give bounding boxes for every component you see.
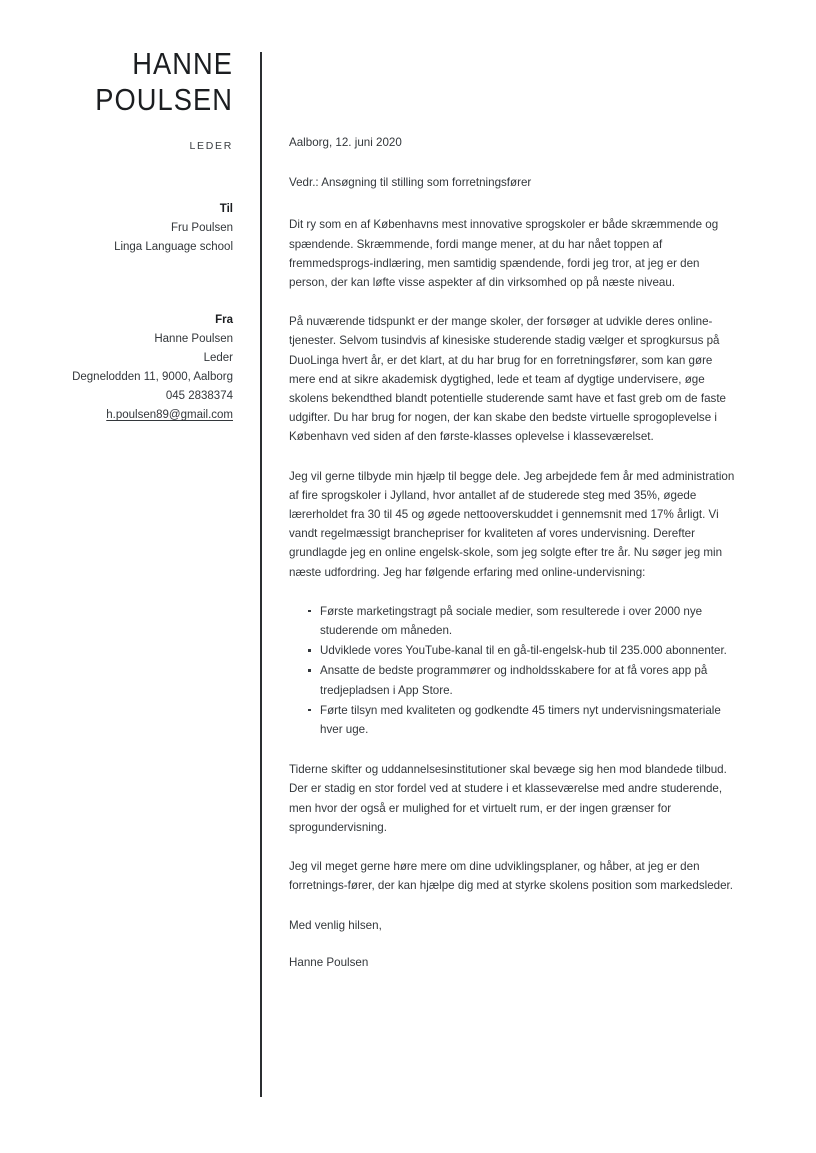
letter-closing: Med venlig hilsen,	[289, 918, 382, 932]
last-name: POULSEN	[95, 82, 233, 117]
recipient-heading: Til	[219, 203, 233, 215]
list-item: Udviklede vores YouTube-kanal til en gå-til-engelsk-hub til 235.000 abonnenter.	[289, 641, 741, 660]
letter-paragraph-1: Dit ry som en af Københavns mest innovative sprogskoler er både skræmmende og spændende. Skræmmende, fordi mange mener, at du har nået toppen af fremmedsprogs-indlæring, men samtidig spændende, fordi jeg tror, at jeg er den person, der kan løfte visse aspekter af din virksomhed op på næste niveau.	[289, 218, 719, 290]
letter-date: Aalborg, 12. juni 2020	[289, 136, 402, 149]
sidebar	[0, 0, 233, 425]
letter-signature: Hanne Poulsen	[289, 955, 369, 969]
sender-heading: Fra	[215, 314, 233, 326]
recipient-company: Linga Language school	[114, 241, 233, 253]
sender-block	[0, 311, 233, 425]
letter-paragraph-4: Tiderne skifter og uddannelsesinstitutioner skal bevæge sig hen mod blandede tilbud. Der er stadig en stor fordel ved at studere i et klasseværelse med andre studerende, men hvor der også er mulighed for et virtuelt rum, er der ingen grænser for sprogundervisning.	[289, 763, 727, 834]
recipient-block	[0, 200, 233, 257]
vertical-divider	[260, 52, 262, 1097]
letter-body	[289, 133, 741, 992]
letter-paragraph-3: Jeg vil gerne tilbyde min hjælp til begge dele. Jeg arbejdede fem år med administration af fire sprogskoler i Jylland, hvor antallet af de studerede steg med 35%, øgede lærerholdet fra 30 til 45 og øgede nettooverskuddet i gennemsnit med 17% årligt. Vi vandt regelmæssigt branchepriser for kvaliteten af vores undervisning. Derefter grundlagde jeg en online engelsk-skole, som jeg solgte efter tre år. Nu søger jeg min næste udfordring. Jeg har følgende erfaring med online-undervisning:	[289, 469, 735, 579]
sender-address: Degnelodden 11, 9000, Aalborg	[72, 371, 233, 383]
recipient-name: Fru Poulsen	[170, 222, 233, 234]
job-title: LEDER	[189, 140, 233, 152]
list-item: Førte tilsyn med kvaliteten og godkendte 45 timers nyt undervisningsmateriale hver uge.	[289, 701, 741, 739]
list-item: Ansatte de bedste programmører og indholdsskabere for at få vores app på tredjepladsen i App Store.	[289, 661, 741, 699]
list-item: Første marketingstragt på sociale medier, som resulterede i over 2000 nye studerende om måneden.	[289, 602, 741, 640]
first-name: HANNE	[132, 46, 233, 81]
sender-phone: 045 2838374	[165, 390, 233, 402]
name-block	[0, 46, 233, 118]
letter-paragraph-5: Jeg vil meget gerne høre mere om dine udviklingsplaner, og håber, at jeg er den forretnings-fører, der kan hjælpe dig med at styrke skolens position som markedsleder.	[289, 860, 733, 893]
experience-list	[289, 602, 741, 739]
sender-email-link[interactable]: h.poulsen89@gmail.com	[106, 409, 233, 421]
sender-name: Hanne Poulsen	[154, 333, 233, 345]
sender-role: Leder	[203, 352, 233, 364]
letter-paragraph-2: På nuværende tidspunkt er der mange skoler, der forsøger at udvikle deres online-tjenester. Selvom tusindvis af kinesiske studerende stadig vælger et sprogkursus på DuoLinga hvert år, er det klart, at du har brug for en forretningsfører, som kan gøre mere end at sikre akademisk dygtighed, lede et team af dygtige undervisere, øge skolens bekendthed blandt potentielle studerende samt have et fast greb om de faste udgifter. Du har brug for nogen, der kan skabe den bedste virtuelle sprogoplevelse i København ved siden af den første-klasses oplevelse i klasseværelset.	[289, 315, 726, 444]
letter-subject: Vedr.: Ansøgning til stilling som forretningsfører	[289, 176, 532, 190]
